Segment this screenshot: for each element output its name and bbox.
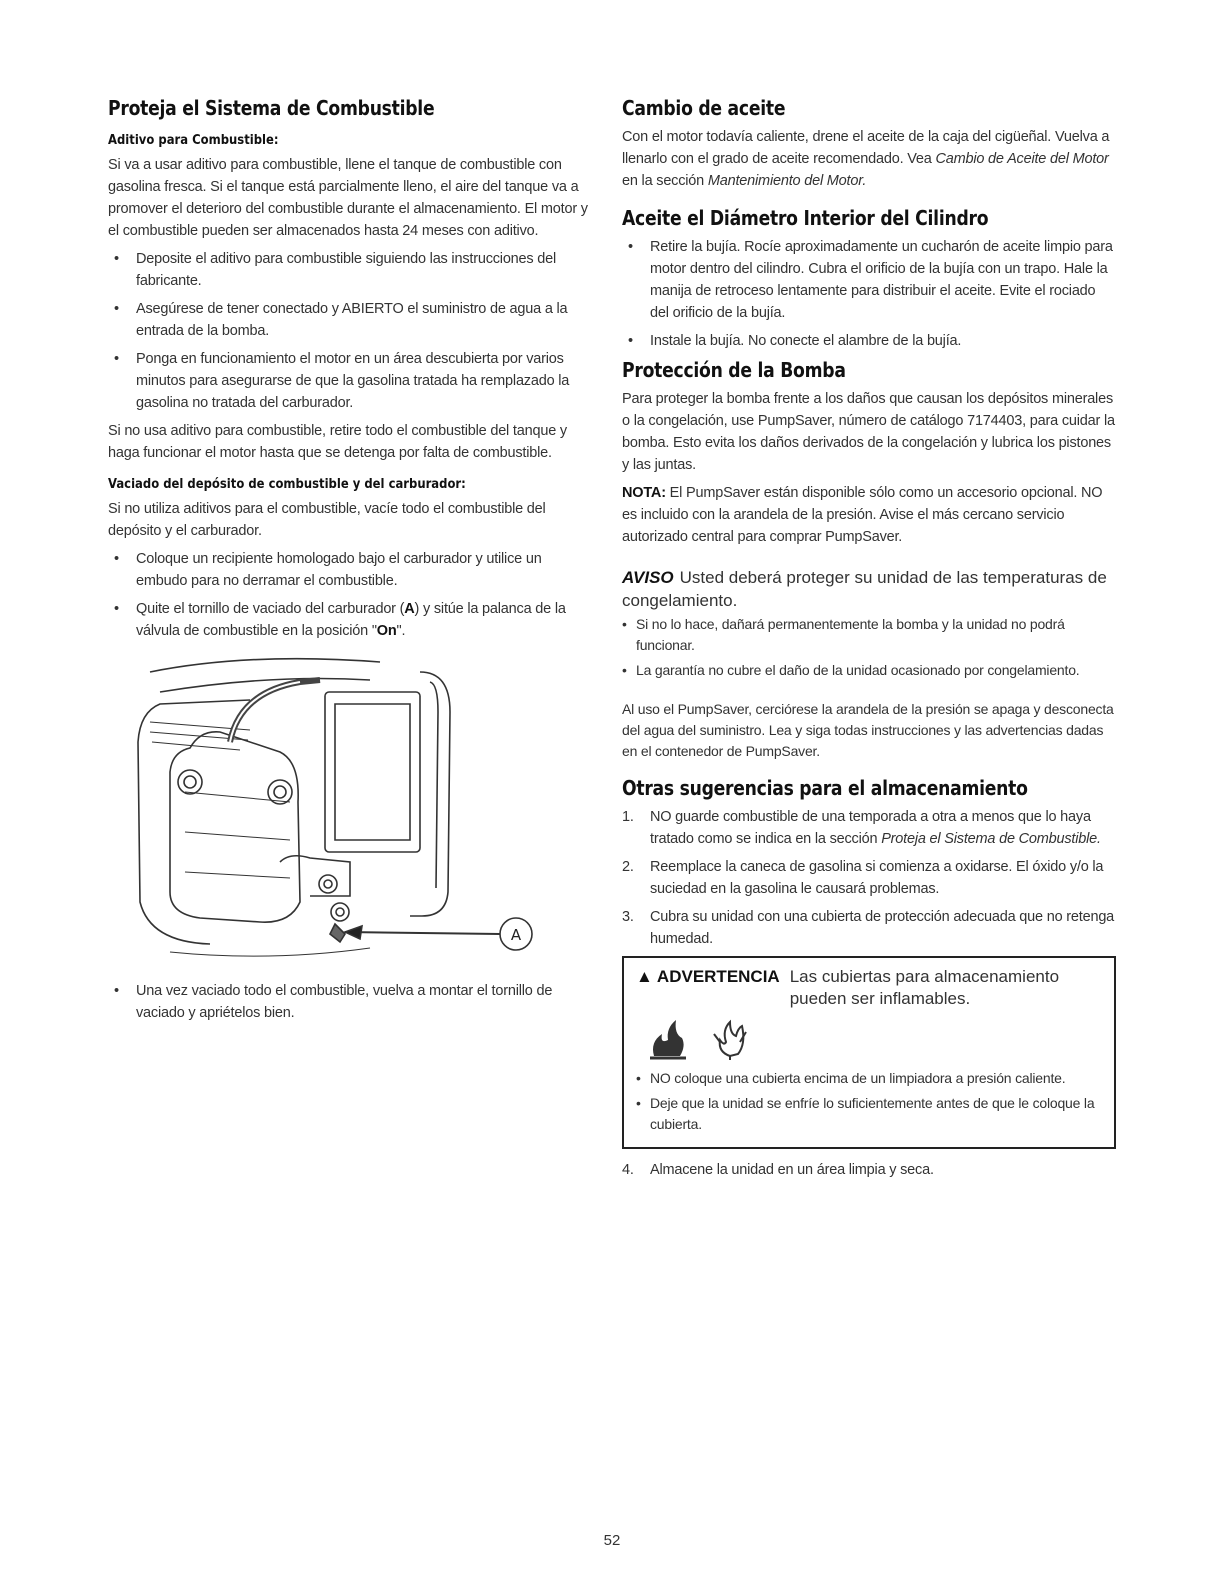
left-column — [108, 96, 592, 1030]
list-item: 4. Almacene la unidad en un área limpia y seca. — [622, 1162, 934, 1178]
paragraph-drain-fuel: Si no utiliza aditivos para el combustible, vacíe todo el combustible del depósito y el carburador. — [108, 501, 546, 539]
paragraph-pumpsaver-use: Al uso el PumpSaver, cerciórese la arandela de la presión se apaga y desconecta del agua del suministro. Lea y siga todas instrucciones y las advertencias dadas en el contenedor de PumpSaver. — [622, 701, 1114, 759]
list-item: • Una vez vaciado todo el combustible, vuelva a montar el tornillo de vaciado y apriételos bien. — [108, 980, 592, 1024]
heading-fuel-system: Proteja el Sistema de Combustible — [108, 96, 435, 120]
paragraph-no-additive: Si no usa aditivo para combustible, retire todo el combustible del tanque y haga funcionar el motor hasta que se detenga por falta de combustible. — [108, 423, 567, 461]
list-item: • Deposite el aditivo para combustible siguiendo las instrucciones del fabricante. — [108, 248, 592, 292]
warning-triangle-icon: ▲ — [636, 967, 653, 986]
list-item: • Si no lo hace, dañará permanentemente la bomba y la unidad no podrá funcionar. — [622, 614, 1116, 656]
figure-label-a: A — [510, 926, 522, 944]
heading-pump-protection: Protección de la Bomba — [622, 358, 846, 382]
list-fuel-additive — [108, 248, 592, 414]
fire-icon — [708, 1016, 752, 1060]
list-item: • Quite el tornillo de vaciado del carburador (A) y sitúe la palanca de la válvula de combustible en la posición "On". — [108, 598, 592, 642]
list-storage-tips — [622, 806, 1116, 950]
paragraph-oil-change: Con el motor todavía caliente, drene el aceite de la caja del cigüeñal. Vuelva a llenarlo con el grado de aceite recomendado. Vea Cambio de Aceite del Motor en la sección Mantenimiento del Motor. — [622, 129, 1110, 189]
list-notice — [622, 614, 1116, 681]
list-item: • Instale la bujía. No conecte el alambre de la bujía. — [622, 330, 1116, 352]
list-item: 1. NO guarde combustible de una temporada a otra a menos que lo haya tratado como se indica en la sección Proteja el Sistema de Combustible. — [622, 809, 1101, 847]
list-warning — [636, 1068, 1104, 1135]
right-column — [622, 96, 1116, 1187]
list-reinstall — [108, 980, 592, 1024]
list-item: • Retire la bujía. Rocíe aproximadamente un cucharón de aceite limpio para motor dentro del cilindro. Cubra el orificio de la bujía con un trapo. Hale la manija de retroceso lentamente para distribuir el aceite. Evite el rociado del orificio de la bujía. — [622, 236, 1116, 324]
heading-storage-tips: Otras sugerencias para el almacenamiento — [622, 776, 1028, 800]
warning-word: ▲ ADVERTENCIA — [636, 967, 780, 986]
flammable-icon — [646, 1016, 690, 1060]
heading-oil-change: Cambio de aceite — [622, 96, 786, 120]
subheading-drain-fuel: Vaciado del depósito de combustible y del carburador: — [108, 476, 466, 492]
note-paragraph: NOTA: El PumpSaver están disponible sólo como un accesorio opcional. NO es incluido con la arandela de la presión. Avise el más cercano servicio autorizado central para comprar PumpSaver. — [622, 485, 1103, 545]
list-item: • La garantía no cubre el daño de la unidad ocasionado por congelamiento. — [622, 660, 1116, 681]
list-item: • Coloque un recipiente homologado bajo el carburador y utilice un embudo para no derramar el combustible. — [108, 548, 592, 592]
list-item: • Ponga en funcionamiento el motor en un área descubierta por varios minutos para asegurarse de que la gasolina tratada ha remplazado la gasolina no tratada del carburador. — [108, 348, 592, 414]
subheading-fuel-additive: Aditivo para Combustible: — [108, 132, 279, 148]
notice-word: AVISO — [622, 568, 674, 587]
paragraph-fuel-additive: Si va a usar aditivo para combustible, llene el tanque de combustible con gasolina fresca. Si el tanque está parcialmente lleno, el aire del tanque va a promover el deterioro del combustible durante el almacenamiento. El motor y el combustible pueden ser almacenados hasta 24 meses con aditivo. — [108, 157, 588, 239]
carburator-drain-illustration — [130, 652, 540, 972]
list-item: 2. Reemplace la caneca de gasolina si comienza a oxidarse. El óxido y/o la suciedad en la gasolina le causará problemas. — [622, 859, 1104, 897]
paragraph-pump-protection: Para proteger la bomba frente a los daños que causan los depósitos minerales o la congelación, use PumpSaver, número de catálogo 7174403, para cuidar la bomba. Esto evita los daños derivados de la congelación y lubrica los pistones y las juntas. — [622, 391, 1115, 473]
notice-title: AVISO Usted deberá proteger su unidad de las temperaturas de congelamiento. — [622, 568, 1107, 610]
list-drain-fuel — [108, 548, 592, 642]
list-item: • Asegúrese de tener conectado y ABIERTO el suministro de agua a la entrada de la bomba. — [108, 298, 592, 342]
page-number: 52 — [603, 1532, 621, 1549]
warning-box — [622, 956, 1116, 1149]
list-item: • NO coloque una cubierta encima de un limpiadora a presión caliente. — [636, 1068, 1104, 1089]
list-storage-tips-continued — [622, 1159, 1116, 1181]
list-item: • Deje que la unidad se enfríe lo suficientemente antes de que le coloque la cubierta. — [636, 1093, 1104, 1135]
heading-cylinder-oil: Aceite el Diámetro Interior del Cilindro — [622, 206, 989, 230]
list-item: 3. Cubra su unidad con una cubierta de protección adecuada que no retenga humedad. — [622, 909, 1115, 947]
list-cylinder-oil — [622, 236, 1116, 352]
warning-text: Las cubiertas para almacenamiento pueden ser inflamables. — [789, 967, 1060, 1008]
